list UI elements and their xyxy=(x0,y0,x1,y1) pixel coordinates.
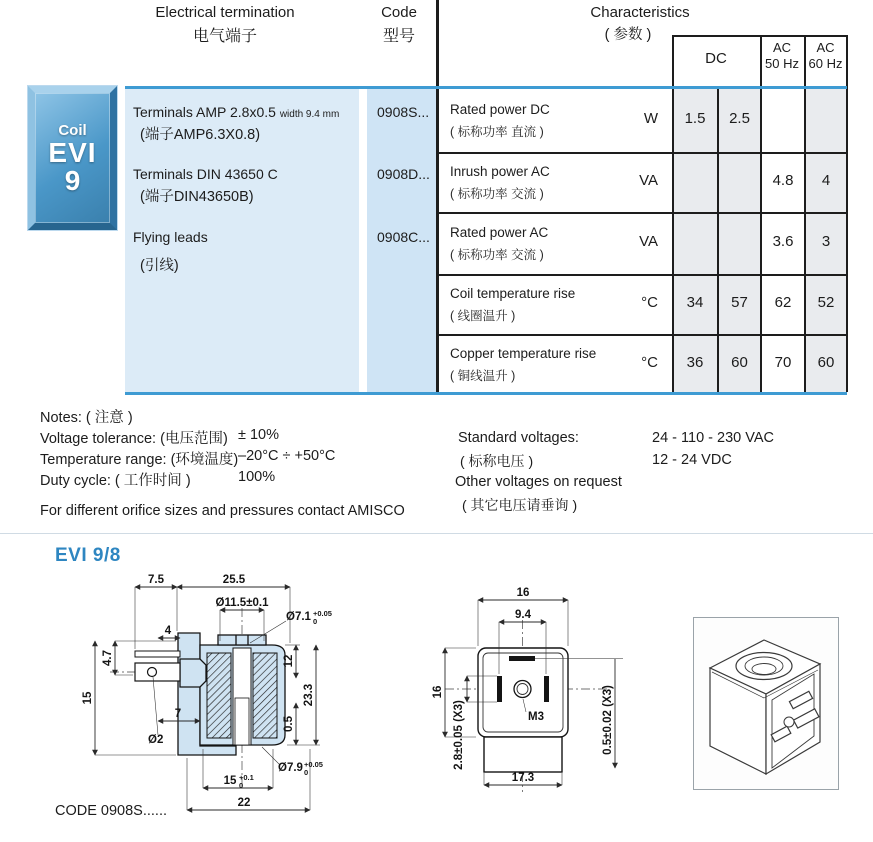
top-boss xyxy=(218,635,266,645)
dim-label-2-8: 2.8±0.05 (X3) xyxy=(453,700,465,770)
termination-din-zh: (端子DIN43650B) xyxy=(140,189,254,205)
connector-face-drawing xyxy=(415,580,685,800)
dim-label-23-3: 23.3 xyxy=(303,683,315,707)
plunger xyxy=(235,698,249,745)
row3-unit: VA xyxy=(639,233,658,250)
terminal-hole xyxy=(148,668,157,677)
standard-voltages-label: Standard voltages: xyxy=(458,430,579,446)
coil-isometric-body xyxy=(710,640,820,774)
row3-label-en: Rated power AC xyxy=(450,225,549,240)
termination-din-en: Terminals DIN 43650 C xyxy=(133,166,278,182)
dim-label-d2: Ø2 xyxy=(148,734,164,746)
row1-dc1-value: 1.5 xyxy=(684,110,706,127)
row5-label-en: Copper temperature rise xyxy=(450,346,597,361)
dim-label-17-3: 17.3 xyxy=(511,772,535,784)
badge-size-label: 9 xyxy=(64,164,81,196)
column-header-ac50-line1: AC xyxy=(772,40,792,55)
row4-label-en: Coil temperature rise xyxy=(450,286,576,301)
row5-label-zh: ( 铜线温升 ) xyxy=(450,369,516,383)
center-screw-hole xyxy=(514,681,531,698)
hex-fitting xyxy=(180,659,206,687)
header-code-en: Code xyxy=(381,4,417,21)
dim-label-7-5: 7.5 xyxy=(148,574,164,586)
header-code-zh: 型号 xyxy=(382,28,415,45)
label-m3: M3 xyxy=(528,711,544,723)
row-separator-2 xyxy=(437,212,847,214)
dim-label-16-left: 16 xyxy=(432,685,444,699)
duty-cycle-value: 100% xyxy=(238,469,276,485)
terminal-pin-upper xyxy=(135,651,180,657)
termination-amp-zh: (端子AMP6.3X0.8) xyxy=(140,127,261,143)
row-separator-1 xyxy=(437,152,847,154)
dim-label-9-4: 9.4 xyxy=(515,609,531,621)
grid-vertical-2 xyxy=(717,89,719,392)
footer-code-line: CODE 0908S...... xyxy=(55,803,168,819)
row3-ac60-value: 3 xyxy=(821,233,831,250)
dim-label-15-tol-top: +0.1 xyxy=(239,773,254,782)
badge-coil-label: Coil xyxy=(58,121,87,139)
isometric-view-frame xyxy=(693,617,839,790)
header-electrical-termination-en: Electrical termination xyxy=(155,4,295,21)
coil-badge xyxy=(28,86,117,230)
table-bottom-rule xyxy=(125,392,847,395)
row4-dc1-value: 34 xyxy=(686,294,704,311)
row5-dc2-value: 60 xyxy=(731,354,748,371)
other-voltages-en: Other voltages on request xyxy=(455,474,622,490)
row4-dc2-value: 57 xyxy=(731,294,748,311)
winding-right-hatch xyxy=(253,653,277,738)
temperature-range-value: –20°C ÷ +50°C xyxy=(238,448,336,464)
row4-unit: °C xyxy=(641,294,658,311)
row1-dc2-value: 2.5 xyxy=(729,110,750,127)
dim-label-22: 22 xyxy=(237,797,251,809)
header-characteristics-en: Characteristics xyxy=(590,4,690,21)
dim-label-16-top: 16 xyxy=(516,587,530,599)
spade-terminal xyxy=(135,663,180,681)
row3-ac50-value: 3.6 xyxy=(772,233,794,250)
row5-ac50-value: 70 xyxy=(774,354,792,371)
standard-voltages-zh: ( 标称电压 ) xyxy=(460,453,534,469)
dim-label-15-tol-bot: 0 xyxy=(239,781,244,790)
dim-label-25-5: 25.5 xyxy=(222,574,246,586)
dc2-column-shading xyxy=(719,89,760,392)
connector-body xyxy=(478,648,568,772)
winding-left-hatch xyxy=(207,653,231,738)
code-amp: 0908S... xyxy=(377,104,430,120)
badge-model-label: EVI xyxy=(48,136,97,168)
row4-label-zh: ( 线圈温升 ) xyxy=(450,309,516,323)
cross-section-drawing xyxy=(40,563,380,828)
dim-label-4: 4 xyxy=(164,625,172,637)
voltage-tolerance-value: ± 10% xyxy=(238,427,280,443)
row2-label-en: Inrush power AC xyxy=(450,164,550,179)
table-top-rule xyxy=(125,86,847,89)
header-characteristics-zh: ( 参数 ) xyxy=(604,27,652,43)
code-din: 0908D... xyxy=(377,166,430,182)
dc1-column-shading xyxy=(673,89,717,392)
row5-dc1-value: 36 xyxy=(686,354,704,371)
row2-ac60-value: 4 xyxy=(821,172,831,189)
row3-label-zh: ( 标称功率 交流 ) xyxy=(450,248,544,262)
column-header-ac60-line2: 60 Hz xyxy=(808,56,843,71)
column-header-ac50-line2: 50 Hz xyxy=(765,56,799,71)
dim-label-4-7: 4.7 xyxy=(102,650,114,666)
row4-ac60-value: 52 xyxy=(817,294,835,311)
dim-label-0-5-x3: 0.5±0.02 (X3) xyxy=(602,685,614,755)
dim-label-d7-1-tol-bot: 0 xyxy=(313,617,318,626)
drawing-section-title: EVI 9/8 xyxy=(55,545,121,566)
dim-label-15-bottom: 15 xyxy=(223,775,237,787)
dim-label-0-5: 0.5 xyxy=(283,716,295,732)
section-divider xyxy=(0,533,873,534)
row2-ac50-value: 4.8 xyxy=(772,172,794,189)
termination-amp-note: width 9.4 mm xyxy=(279,109,340,120)
row-separator-4 xyxy=(437,334,847,336)
terminal-screw-hole xyxy=(784,717,794,727)
orifice-note: For different orifice sizes and pressures contact AMISCO xyxy=(40,503,405,519)
dim-label-12: 12 xyxy=(283,654,295,668)
dim-label-d7-9-tol-bot: 0 xyxy=(304,768,309,777)
column-header-dc: DC xyxy=(705,50,727,67)
row5-unit: °C xyxy=(641,354,658,371)
termination-leads-zh: (引线) xyxy=(140,258,179,274)
standard-voltages-vdc: 12 - 24 VDC xyxy=(652,452,732,468)
dim-label-d7-9-tol-top: +0.05 xyxy=(304,760,323,769)
terminal-blade-left xyxy=(497,676,502,702)
header-electrical-termination-zh: 电气端子 xyxy=(192,28,257,45)
armature-bore-inner xyxy=(752,664,776,675)
notes-title: Notes: ( 注意 ) xyxy=(40,410,133,426)
code-leads: 0908C... xyxy=(377,229,430,245)
standard-voltages-vac: 24 - 110 - 230 VAC xyxy=(652,430,774,446)
connector-base xyxy=(484,737,562,772)
row2-label-zh: ( 标称功率 交流 ) xyxy=(450,187,544,201)
termination-leads-en: Flying leads xyxy=(133,229,208,245)
termination-amp-en: Terminals AMP 2.8x0.5 xyxy=(133,104,276,120)
row4-ac50-value: 62 xyxy=(774,294,792,311)
voltage-tolerance-label: Voltage tolerance: (电压范围) xyxy=(40,431,228,447)
termination-row-amp xyxy=(133,104,339,120)
dim-label-d7-1: Ø7.1 xyxy=(286,611,311,623)
dim-label-d11-5: Ø11.5±0.1 xyxy=(215,597,269,609)
column-header-ac60-line1: AC xyxy=(816,40,835,55)
temperature-range-label: Temperature range: (环境温度) xyxy=(40,452,239,468)
dim-label-d7-1-tol-top: +0.05 xyxy=(313,609,332,618)
other-voltages-zh: ( 其它电压请垂询 ) xyxy=(462,497,578,513)
dim-label-7: 7 xyxy=(174,708,182,720)
row1-unit: W xyxy=(643,110,658,127)
terminal-blade-top xyxy=(509,656,535,661)
terminal-blade-right xyxy=(544,676,549,702)
dim-label-15-left: 15 xyxy=(82,691,94,705)
row1-label-zh: ( 标称功率 直流 ) xyxy=(450,125,544,139)
row2-unit: VA xyxy=(639,172,658,189)
isometric-coil-drawing xyxy=(694,618,836,787)
row1-label-en: Rated power DC xyxy=(450,102,550,117)
row5-ac60-value: 60 xyxy=(817,354,835,371)
duty-cycle-label: Duty cycle: ( 工作时间 ) xyxy=(40,473,191,489)
dim-label-d7-9: Ø7.9 xyxy=(278,762,303,774)
row-separator-3 xyxy=(437,274,847,276)
